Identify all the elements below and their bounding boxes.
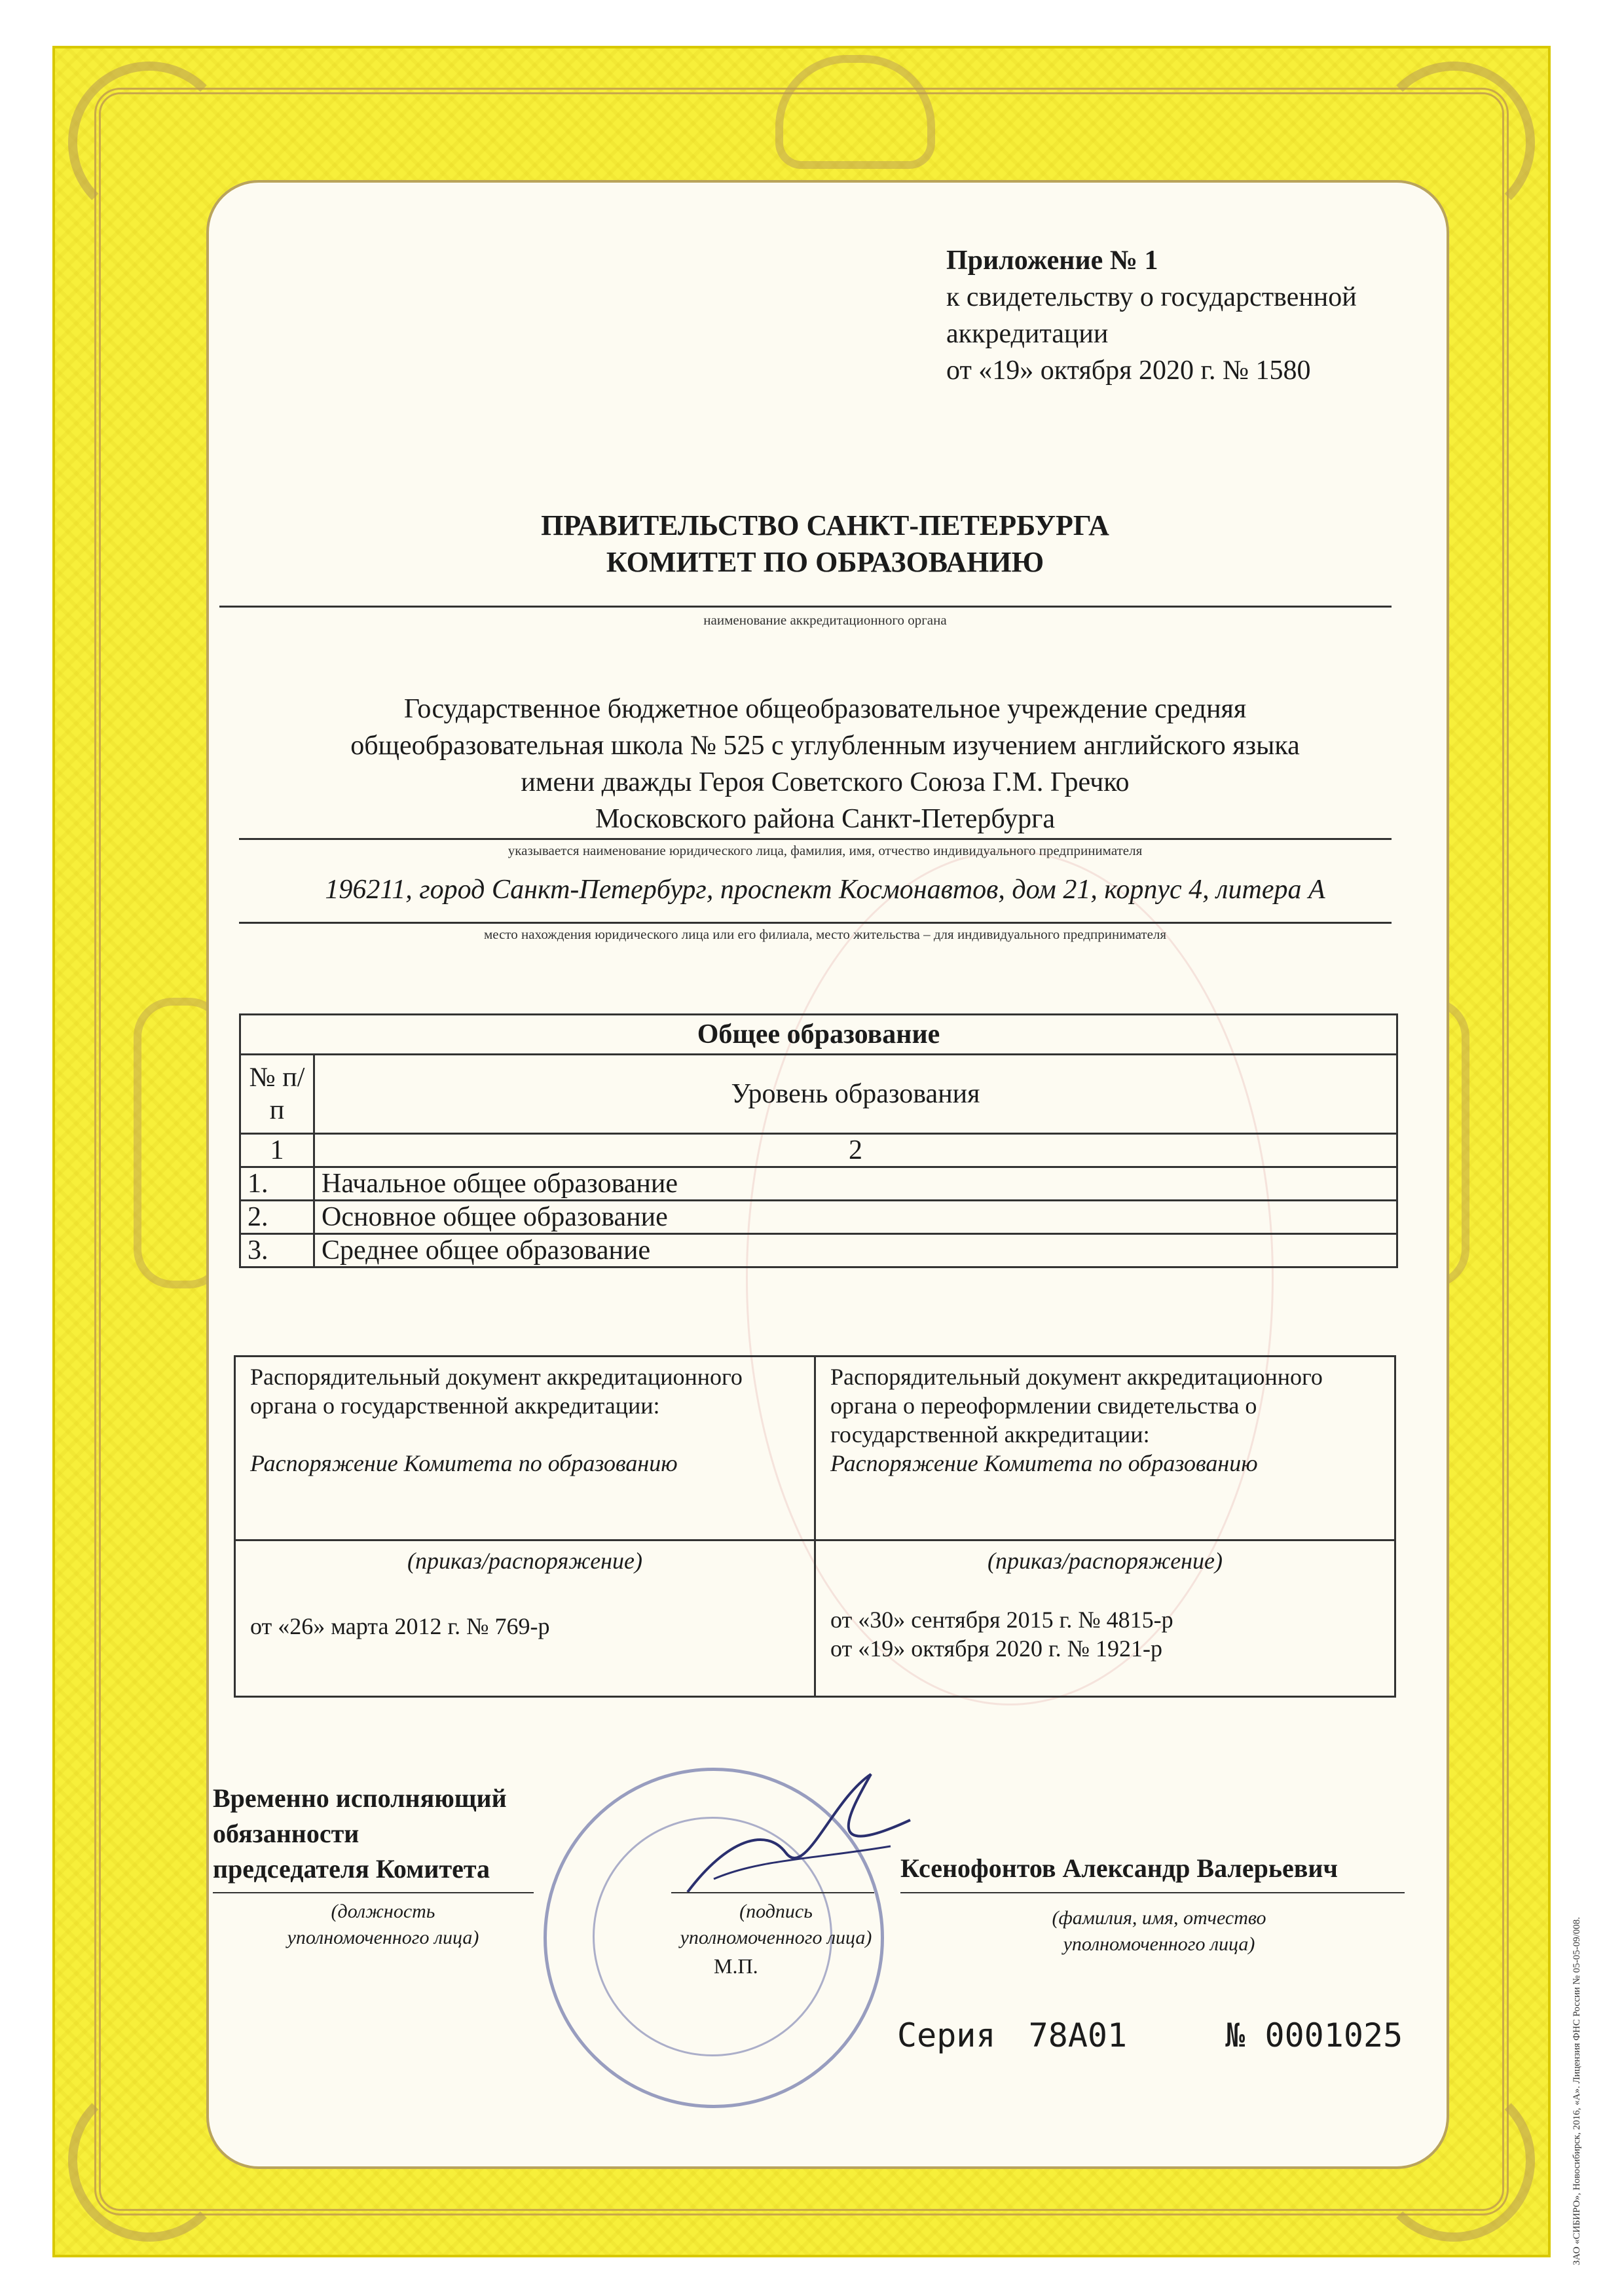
signature-line xyxy=(213,1892,534,1893)
number-label: № xyxy=(1225,2016,1246,2054)
appendix-line: аккредитации xyxy=(946,319,1109,349)
acts-right-date: от «19» октября 2020 г. № 1921-р xyxy=(830,1635,1163,1662)
signature-line xyxy=(900,1892,1405,1893)
top-ornament xyxy=(775,55,935,169)
entity-line: имени дважды Героя Советского Союза Г.М. Гречко xyxy=(521,767,1130,797)
acts-row-header xyxy=(235,1357,1395,1540)
acts-left-type: (приказ/распоряжение) xyxy=(407,1548,643,1574)
row-num: 2. xyxy=(240,1201,314,1234)
authority-name xyxy=(206,507,1444,581)
table-index-row xyxy=(240,1134,1397,1167)
divider-line xyxy=(239,922,1392,924)
position-caption xyxy=(226,1899,540,1951)
series-value: 78А01 xyxy=(1028,2016,1128,2054)
acts-left-doc: Распоряжение Комитета по образованию xyxy=(250,1450,678,1476)
table-row xyxy=(240,1167,1397,1201)
table-title-row xyxy=(240,1015,1397,1055)
column-header-level: Уровень образования xyxy=(314,1055,1397,1134)
address-value: 196211, город Санкт-Петербург, проспект Космонавтов, дом 21, корпус 4, литера А xyxy=(325,875,1325,905)
table-row xyxy=(240,1234,1397,1267)
education-levels-table xyxy=(239,1013,1398,1268)
signatory-position xyxy=(213,1781,507,1887)
blank-series-number xyxy=(897,2016,1403,2054)
authority-caption: наименование аккредитационного органа xyxy=(703,612,947,628)
entity-line: Государственное бюджетное общеобразовательное учреждение средняя xyxy=(403,694,1247,724)
divider-line xyxy=(239,838,1392,840)
series-label: Серия xyxy=(897,2016,996,2054)
caption-line: уполномоченного лица) xyxy=(680,1927,872,1948)
column-header-num: № п/п xyxy=(240,1055,314,1134)
table-header-row xyxy=(240,1055,1397,1134)
acts-row-dates xyxy=(235,1540,1395,1697)
signature-line xyxy=(671,1892,874,1893)
position-line: председателя Комитета xyxy=(213,1854,490,1884)
table-row xyxy=(240,1201,1397,1234)
row-level: Начальное общее образование xyxy=(314,1167,1397,1201)
index-level: 2 xyxy=(314,1134,1397,1167)
authority-line: ПРАВИТЕЛЬСТВО САНКТ-ПЕТЕРБУРГА xyxy=(541,509,1109,541)
acts-left-date: от «26» марта 2012 г. № 769-р xyxy=(250,1613,550,1639)
address-caption: место нахождения юридического лица или его филиала, место жительства – для индивидуального предпринимателя xyxy=(483,926,1167,942)
appendix-line: от «19» октября 2020 г. № 1580 xyxy=(946,355,1311,386)
sign-caption xyxy=(645,1899,907,1951)
acts-left-cell xyxy=(235,1540,815,1697)
appendix-line: к свидетельству о государственной xyxy=(946,282,1357,312)
entity-line: общеобразовательная школа № 525 с углубленным изучением английского языка xyxy=(350,731,1300,761)
authority-line: КОМИТЕТ ПО ОБРАЗОВАНИЮ xyxy=(606,546,1044,578)
entity-line: Московского района Санкт-Петербурга xyxy=(595,804,1056,834)
acts-left-header: Распорядительный документ аккредитационного органа о государственной аккредитации: xyxy=(250,1364,743,1419)
printer-imprint: ЗАО «СИБИРО», Новосибирск, 2016, «А». Лицензия ФНС России № 05-05-09/008. xyxy=(1572,1916,1582,2265)
row-level: Среднее общее образование xyxy=(314,1234,1397,1267)
caption-line: (должность xyxy=(331,1901,435,1922)
administrative-acts-table xyxy=(234,1355,1396,1698)
appendix-title: Приложение № 1 xyxy=(946,246,1158,276)
index-num: 1 xyxy=(240,1134,314,1167)
seal-place-label: М.П. xyxy=(714,1954,758,1978)
divider-line xyxy=(219,606,1392,608)
name-caption xyxy=(1008,1905,1310,1958)
row-level: Основное общее образование xyxy=(314,1201,1397,1234)
handwritten-signature xyxy=(674,1761,923,1912)
acts-right-type: (приказ/распоряжение) xyxy=(987,1548,1223,1574)
row-num: 1. xyxy=(240,1167,314,1201)
caption-line: (подпись xyxy=(739,1901,813,1922)
number-value: 0001025 xyxy=(1264,2016,1403,2054)
entity-name xyxy=(206,691,1444,837)
row-num: 3. xyxy=(240,1234,314,1267)
position-line: обязанности xyxy=(213,1819,360,1848)
entity-caption: указывается наименование юридического лица, фамилия, имя, отчество индивидуального предпринимателя xyxy=(507,843,1143,858)
acts-right-cell xyxy=(815,1540,1395,1697)
appendix-block xyxy=(946,242,1357,389)
acts-right-date: от «30» сентября 2015 г. № 4815-р xyxy=(830,1607,1173,1633)
acts-right-header: Распорядительный документ аккредитационного органа о переоформлении свидетельства о государственной аккредитации: xyxy=(830,1364,1323,1448)
signatory-name: Ксенофонтов Александр Валерьевич xyxy=(900,1853,1338,1883)
acts-left-cell xyxy=(235,1357,815,1540)
caption-line: уполномоченного лица) xyxy=(1063,1933,1255,1955)
corner-ornament xyxy=(68,62,231,224)
caption-line: уполномоченного лица) xyxy=(287,1927,479,1948)
table-title: Общее образование xyxy=(240,1015,1397,1055)
position-line: Временно исполняющий xyxy=(213,1783,507,1813)
acts-right-cell xyxy=(815,1357,1395,1540)
caption-line: (фамилия, имя, отчество xyxy=(1052,1907,1266,1929)
acts-right-doc: Распоряжение Комитета по образованию xyxy=(830,1450,1258,1476)
